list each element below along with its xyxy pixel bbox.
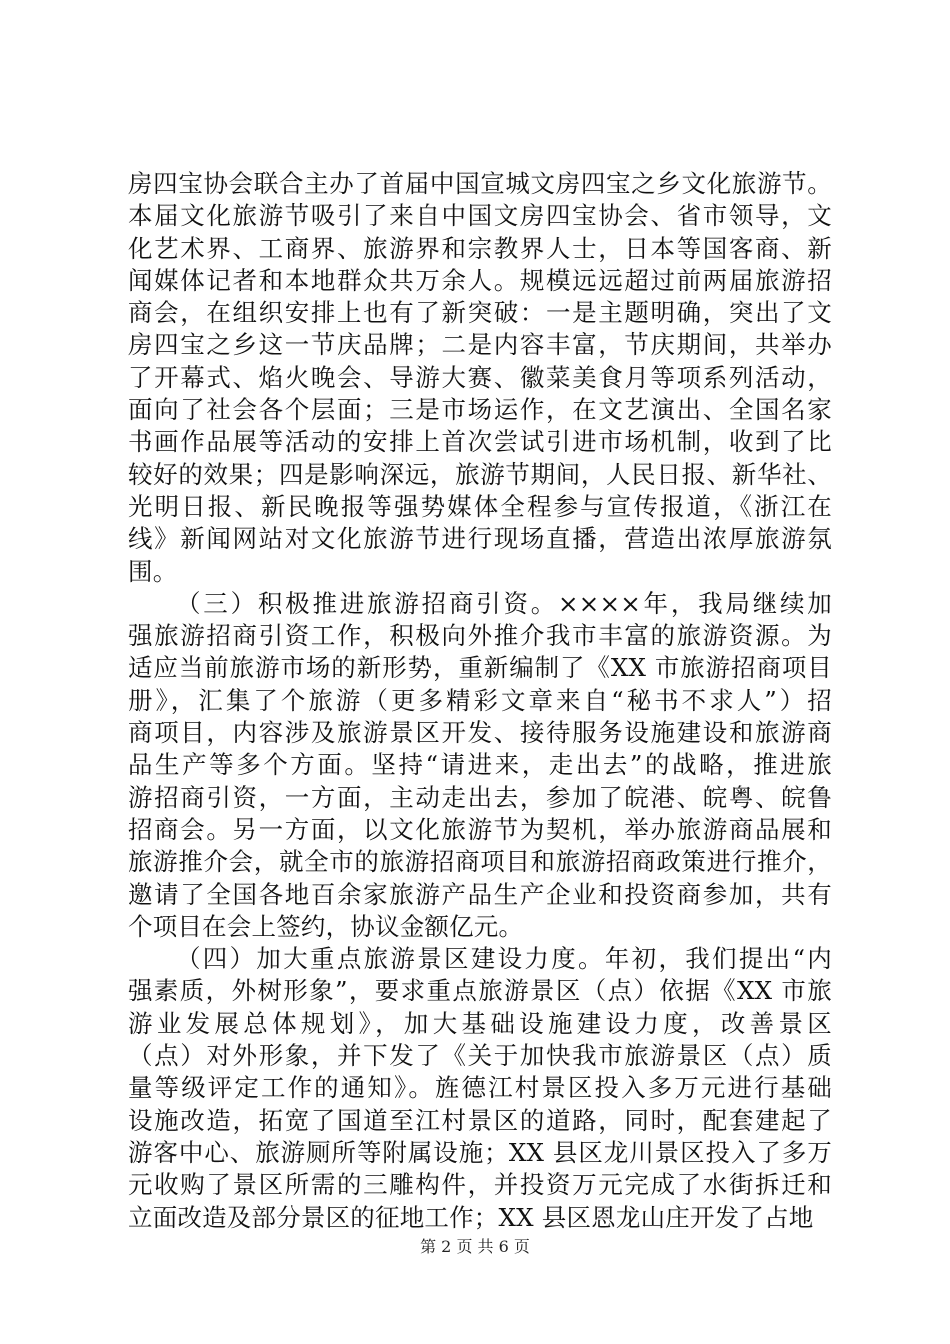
text-line: 设施改造，拓宽了国道至江村景区的道路，同时，配套建起了 (128, 1105, 832, 1135)
paragraph (128, 588, 832, 943)
text-line: （四）加大重点旅游景区建设力度。年初，我们提出“内 (176, 944, 832, 974)
text-line: 强素质，外树形象”，要求重点旅游景区（点）依据《XX 市旅 (128, 976, 832, 1006)
text-line: 围。 (128, 556, 178, 586)
text-line: 适应当前旅游市场的新形势，重新编制了《XX 市旅游招商项目 (128, 653, 832, 683)
text-line: 量等级评定工作的通知》。旌德江村景区投入多万元进行基础 (128, 1073, 832, 1103)
text-line: 商项目，内容涉及旅游景区开发、接待服务设施建设和旅游商 (128, 718, 832, 748)
text-line: 游业发展总体规划》，加大基础设施建设力度，改善景区 (128, 1008, 832, 1038)
text-line: 强旅游招商引资工作，积极向外推介我市丰富的旅游资源。为 (128, 621, 832, 651)
text-line: 邀请了全国各地百余家旅游产品生产企业和投资商参加，共有 (128, 879, 832, 909)
text-line: （点）对外形象，并下发了《关于加快我市旅游景区（点）质 (128, 1041, 832, 1071)
text-line: 游招商引资，一方面，主动走出去，参加了皖港、皖粤、皖鲁 (128, 782, 832, 812)
text-line: 品生产等多个方面。坚持“请进来，走出去”的战略，推进旅 (128, 750, 832, 780)
text-line: 面向了社会各个层面；三是市场运作，在文艺演出、全国名家 (128, 395, 832, 425)
text-line: 闻媒体记者和本地群众共万余人。规模远远超过前两届旅游招 (128, 265, 832, 295)
text-line: 书画作品展等活动的安排上首次尝试引进市场机制，收到了比 (128, 427, 832, 457)
text-line: 立面改造及部分景区的征地工作；XX 县区恩龙山庄开发了占地 (128, 1202, 814, 1232)
text-line: 线》新闻网站对文化旅游节进行现场直播，营造出浓厚旅游氛 (128, 524, 832, 554)
text-line: （三）积极推进旅游招商引资。××××年，我局继续加 (176, 588, 832, 618)
text-line: 招商会。另一方面，以文化旅游节为契机，举办旅游商品展和 (128, 814, 832, 844)
text-line: 化艺术界、工商界、旅游界和宗教界人士，日本等国客商、新 (128, 233, 832, 263)
text-line: 个项目在会上签约，协议金额亿元。 (128, 911, 524, 941)
text-line: 了开幕式、焰火晚会、导游大赛、徽菜美食月等项系列活动， (128, 362, 832, 392)
page-footer: 第 2 页 共 6 页 (420, 1237, 530, 1256)
paragraph (128, 943, 832, 1234)
document-body (128, 168, 832, 1234)
paragraph (128, 168, 832, 588)
text-line: 房四宝之乡这一节庆品牌；二是内容丰富，节庆期间，共举办 (128, 330, 832, 360)
text-line: 旅游推介会，就全市的旅游招商项目和旅游招商政策进行推介， (128, 847, 832, 877)
text-line: 房四宝协会联合主办了首届中国宣城文房四宝之乡文化旅游节。 (128, 169, 832, 198)
text-line: 游客中心、旅游厕所等附属设施；XX 县区龙川景区投入了多万 (128, 1137, 832, 1167)
text-line: 册》，汇集了个旅游（更多精彩文章来自“秘书不求人”）招 (128, 685, 832, 715)
text-line: 商会，在组织安排上也有了新突破：一是主题明确，突出了文 (128, 298, 832, 328)
text-line: 较好的效果；四是影响深远，旅游节期间，人民日报、新华社、 (128, 459, 832, 489)
text-line: 光明日报、新民晚报等强势媒体全程参与宣传报道，《浙江在 (128, 491, 832, 521)
text-line: 本届文化旅游节吸引了来自中国文房四宝协会、省市领导，文 (128, 201, 832, 231)
text-line: 元收购了景区所需的三雕构件，并投资万元完成了水街拆迁和 (128, 1170, 832, 1200)
